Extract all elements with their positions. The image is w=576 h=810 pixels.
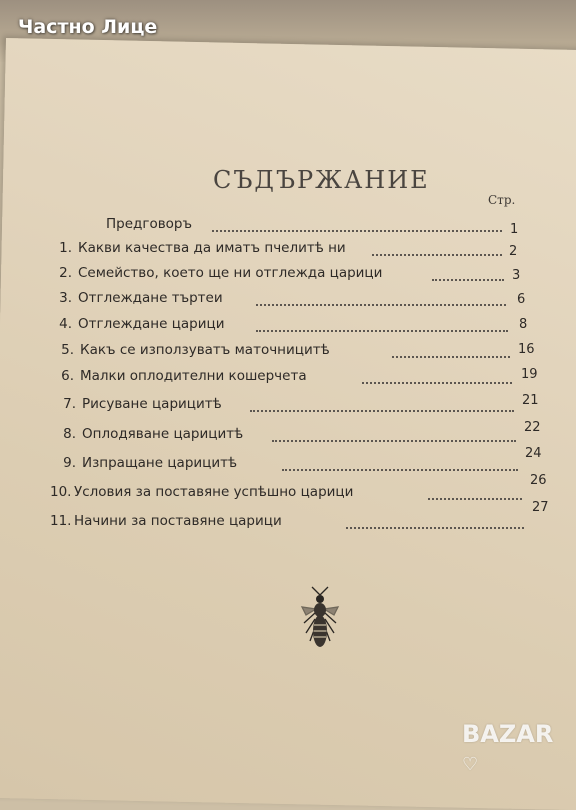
dotted-leader bbox=[282, 469, 518, 471]
list-item bbox=[50, 513, 282, 529]
dotted-leader bbox=[372, 254, 502, 256]
dotted-leader bbox=[256, 330, 508, 332]
toc-entry-number: 10. bbox=[50, 484, 72, 500]
toc-entry-text: Отглеждане търтеи bbox=[78, 290, 223, 306]
list-item bbox=[58, 396, 222, 412]
bee-icon bbox=[298, 585, 342, 657]
toc-entry-number: 9. bbox=[63, 455, 76, 471]
dotted-leader bbox=[392, 356, 510, 358]
toc-entry-number: 5. bbox=[61, 342, 74, 358]
toc-entry-number: 11. bbox=[50, 513, 72, 529]
toc-entry-number: 3. bbox=[59, 290, 72, 306]
toc-entry-text: Какъ се използуватъ маточницитѣ bbox=[80, 342, 330, 358]
toc-entry-number: 4. bbox=[59, 316, 72, 332]
page-column-label: Стр. bbox=[488, 193, 516, 207]
toc-page-number: 8 bbox=[519, 317, 528, 332]
seller-watermark: Частно Лице bbox=[18, 16, 158, 38]
toc-entry-number: 6. bbox=[61, 368, 74, 384]
toc-page-number: 22 bbox=[524, 420, 541, 435]
toc-entry-number: 1. bbox=[59, 240, 72, 256]
toc-entry-text: Оплодяване царицитѣ bbox=[82, 426, 244, 442]
toc-entry-text: Какви качества да иматъ пчелитѣ ни bbox=[78, 240, 346, 256]
dotted-leader bbox=[272, 440, 516, 442]
dotted-leader bbox=[432, 279, 504, 281]
dotted-leader bbox=[250, 410, 514, 412]
toc-page-number: 1 bbox=[510, 222, 519, 237]
toc-entry-text: Семейство, което ще ни отглежда царици bbox=[78, 265, 383, 281]
toc-page-number: 2 bbox=[509, 244, 518, 259]
toc-page-number: 16 bbox=[518, 342, 535, 357]
list-item bbox=[54, 240, 346, 256]
toc-page-number: 3 bbox=[512, 268, 521, 283]
toc-entry-text: Начини за поставяне царици bbox=[74, 513, 282, 529]
list-item bbox=[50, 484, 353, 500]
toc-page-number: 6 bbox=[517, 292, 526, 307]
toc-entry-text: Изпращане царицитѣ bbox=[82, 455, 238, 471]
list-item bbox=[106, 216, 192, 232]
list-item bbox=[56, 368, 307, 384]
heart-icon: ♡ bbox=[462, 754, 479, 775]
toc-entry-number: 2. bbox=[59, 265, 72, 281]
toc-page-number: 24 bbox=[525, 446, 542, 461]
toc-entry-text: Условия за поставяне успѣшно царици bbox=[74, 484, 354, 500]
list-item bbox=[54, 265, 382, 281]
list-item bbox=[58, 426, 243, 442]
dotted-leader bbox=[428, 498, 522, 500]
dotted-leader bbox=[346, 527, 524, 529]
logo-text: BAZAR bbox=[462, 720, 554, 748]
list-item bbox=[54, 290, 223, 306]
toc-entry-number: 7. bbox=[63, 396, 76, 412]
toc-entry-number: 8. bbox=[63, 426, 76, 442]
dotted-leader bbox=[362, 382, 512, 384]
toc-entry-text: Отглеждане царици bbox=[78, 316, 225, 332]
toc-page-number: 19 bbox=[521, 367, 538, 382]
toc-page-number: 27 bbox=[532, 500, 549, 515]
toc-entry-text: Малки оплодителни кошерчета bbox=[80, 368, 307, 384]
list-item bbox=[56, 342, 330, 358]
dotted-leader bbox=[212, 230, 502, 232]
toc-entry-text: Рисуване царицитѣ bbox=[82, 396, 222, 412]
toc-page-number: 26 bbox=[530, 473, 547, 488]
page-title: СЪДЪРЖАНИЕ bbox=[213, 166, 430, 194]
list-item bbox=[58, 455, 237, 471]
toc-page-number: 21 bbox=[522, 393, 539, 408]
list-item bbox=[54, 316, 224, 332]
toc-entry-text: Предговоръ bbox=[106, 216, 193, 232]
dotted-leader bbox=[256, 304, 506, 306]
